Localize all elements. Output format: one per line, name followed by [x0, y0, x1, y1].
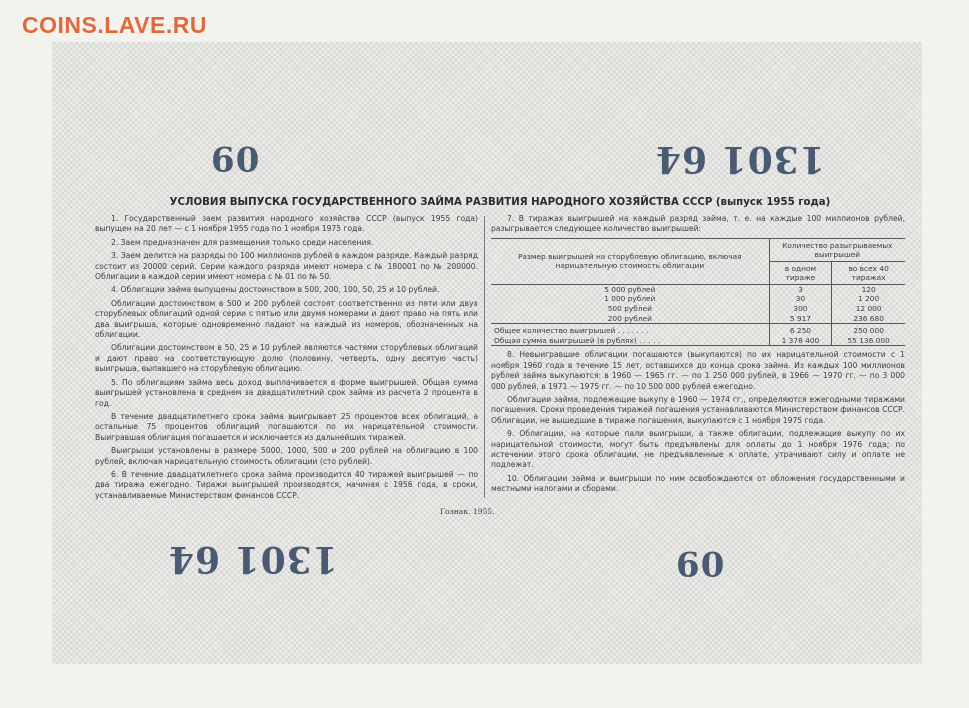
paragraph: 6. В течение двадцатилетнего срока займа производится 40 тиражей выигрышей — по два тиража ежегодно. Тиражи выигрышей производятся, начиная с 1956 года, в сроки, устанавливаемые Министерством финансов СССР. [95, 469, 478, 500]
table-cell: 250 000 [832, 324, 905, 336]
table-cell: 1 200 [832, 294, 905, 304]
paragraph: Облигации достоинством в 50, 25 и 10 рублей являются частями сторублевых облигаций и дают право на соответствующую долю (половину, четверть, одну десятую часть) выигрыша, выпавшего на сторублевую облигацию. [95, 343, 478, 374]
right-column [491, 214, 905, 498]
column-divider [484, 216, 485, 498]
table-cell: 30 [769, 294, 832, 304]
table-header-count: Количество разыгрываемых выигрышей [769, 238, 905, 261]
table-cell: 300 [769, 304, 832, 314]
table-header-all-draws: во всех 40 тиражах [832, 261, 905, 284]
table-row [491, 304, 905, 314]
paragraph: Облигации достоинством в 500 и 200 рублей состоят соответственно из пяти или двух сторублевых облигаций одной серии с пятью или двумя номерами и дают право на пять или два выигрыша, которые одновременно падают на каждый из номеров, обозначенных на облигации. [95, 298, 478, 340]
table-header-one-draw: в одном тираже [769, 261, 832, 284]
paragraph: 8. Невыигравшие облигации погашаются (выкупаются) по их нарицательной стоимости с 1 ноября 1960 года в течение 15 лет, оставшихся до конца срока займа. Из каждых 100 миллионов рублей займа выкупаются: в 1960 — 1965 гг. — по 1 250 000 рублей, в 1966 — 1970 гг. — по 3 000 000 рублей, в 1971 — 1975 гг. — по 10 500 000 рублей ежегодно. [491, 350, 905, 391]
printer-imprint: Гознак. 1955. [440, 507, 495, 516]
serial-number-bottom-left: 1301 64 [168, 538, 338, 580]
denomination-number-bottom-right: 09 [675, 543, 725, 583]
table-cell: 3 [769, 284, 832, 294]
prize-table [491, 238, 905, 347]
table-row [491, 284, 905, 294]
table-cell: 55 136 000 [832, 336, 905, 346]
paragraph: 3. Заем делится на разряды по 100 миллионов рублей в каждом разряде. Каждый разряд состоит из 20000 серий. Серии каждого разряда имеют номера с № 180001 по № 200000. Облигации в каждой серии имеют номера с № 01 по № 50. [95, 251, 478, 282]
document-title: УСЛОВИЯ ВЫПУСКА ГОСУДАРСТВЕННОГО ЗАЙМА РАЗВИТИЯ НАРОДНОГО ХОЗЯЙСТВА СССР (выпуск 1955 года) [169, 197, 831, 208]
paragraph: 1. Государственный заем развития народного хозяйства СССР (выпуск 1955 года) выпущен на 20 лет — с 1 ноября 1955 года по 1 ноября 1975 года. [95, 214, 478, 234]
paragraph: В течение двадцатилетнего срока займа выигрывает 25 процентов всех облигаций, а остальные 75 процентов облигаций погашаются по их нарицательной стоимости. Выигравшая облигация погашается и исключается из дальнейших тиражей. [95, 411, 478, 442]
table-cell: 236 680 [832, 314, 905, 324]
table-cell: 120 [832, 284, 905, 294]
table-cell: 200 рублей [607, 313, 652, 323]
table-cell: 1 000 рублей [604, 294, 656, 304]
table-cell: Общее количество выигрышей . . . . . . . [491, 324, 769, 336]
paragraph: 9. Облигации, на которые пали выигрыши, а также облигации, подлежащие выкупу по их нарицательной стоимости, могут быть предъявлены для оплаты до 1 ноября 1976 года; по истечении этого срока облигации, не предъявленные к оплате, утрачивают силу и оплате не подлежат. [491, 429, 905, 470]
table-row [491, 294, 905, 304]
table-cell: 6 250 [769, 324, 832, 336]
table-row-total-sum [491, 336, 905, 346]
paragraph: Облигации займа, подлежащие выкупу в 1960 — 1974 гг., определяются ежегодными тиражами погашения. Сроки проведения тиражей погашения устанавливаются Министерством финансов СССР. Облигации, не вышедшие в тираже погашения, выкупаются с 1 ноября 1975 года. [491, 395, 905, 425]
table-cell: 5 917 [769, 314, 832, 324]
paragraph: Выигрыши установлены в размере 5000, 1000, 500 и 200 рублей на облигацию в 100 рублей, включая нарицательную стоимость облигации (сто рублей). [95, 446, 478, 466]
table-cell: Общая сумма выигрышей (в рублях) . . . . . [491, 336, 769, 346]
table-header-prize-size: Размер выигрышей на сторублевую облигацию, включая нарицательную стоимость облигации [491, 238, 769, 284]
table-row-total-count [491, 324, 905, 336]
paragraph: 10. Облигации займа и выигрыши по ним освобождаются от обложения государственными и местными налогами и сборами. [491, 473, 905, 494]
paragraph: 2. Заем предназначен для размещения только среди населения. [111, 237, 374, 247]
paragraph: 5. По облигациям займа весь доход выплачивается в форме выигрышей. Общая сумма выигрышей установлена в среднем за двадцатилетний срок займа из расчета 2 процента в год. [95, 377, 478, 408]
site-watermark: COINS.LAVE.RU [22, 12, 207, 38]
table-cell: 5 000 рублей [604, 284, 656, 294]
paragraph: 4. Облигации займа выпущены достоинством в 500, 200, 100, 50, 25 и 10 рублей. [111, 285, 440, 295]
table-cell: 12 000 [832, 304, 905, 314]
table-row [491, 314, 905, 324]
table-cell: 500 рублей [607, 304, 652, 313]
table-cell: 1 378 400 [769, 336, 832, 346]
denomination-number-top-left: 09 [210, 138, 260, 178]
serial-number-top-right: 1301 64 [655, 138, 825, 180]
left-column [95, 214, 478, 504]
paragraph: 7. В тиражах выигрышей на каждый разряд займа, т. е. на каждые 100 миллионов рублей, разыгрывается следующее количество выигрышей: [491, 214, 905, 234]
